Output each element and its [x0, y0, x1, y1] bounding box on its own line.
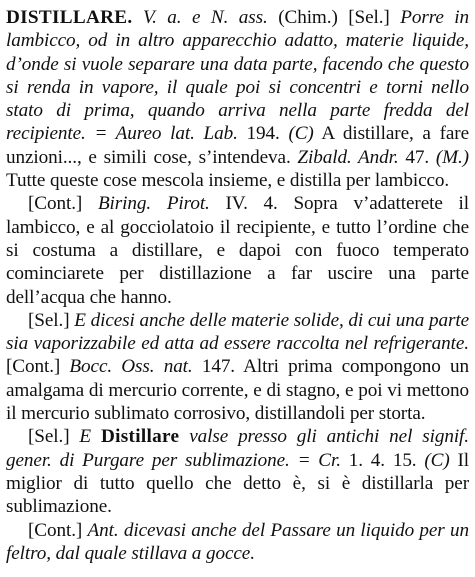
text-segment: (C) — [288, 123, 314, 145]
entry-paragraph-2 — [6, 192, 469, 308]
text-segment: 147. Altri prima compongono un amalgama di mercurio corrente, e di stagno, e poi vi mettono il mercurio sublimato corrosivo, distillandoli per storta. — [6, 356, 470, 425]
text-segment: Distillare — [100, 426, 180, 448]
text-segment: V. a. e N. ass. — [142, 7, 268, 28]
text-segment: Ant. dicevasi anche del Passare un liquido per un feltro, dal quale stillava a gocce. — [6, 519, 469, 564]
text-segment: 1. 4. 15. — [340, 449, 425, 471]
text-segment: (M.) — [435, 146, 469, 168]
text-segment: [Sel.] — [28, 426, 80, 448]
entry-paragraph-1 — [6, 6, 469, 192]
text-segment: [Sel.] — [28, 309, 75, 331]
text-segment — [132, 7, 143, 28]
text-segment: [Cont.] — [6, 356, 70, 378]
text-segment: (C) — [424, 449, 450, 471]
text-segment: Tutte queste cose mescola insieme, e distilla per lambicco. — [6, 170, 450, 192]
text-segment: Porre in lambicco, od in altro apparecchio adatto, materie liquide, d’onde si vuole separare una data parte, facendo che questo si renda in vapore, il quale poi si concentri e torni nello stato di prima, quando arriva nella parte fredda del recipiente. = Aureo lat. Lab. — [6, 7, 469, 145]
text-segment: Biring. Pirot. — [97, 193, 210, 215]
text-segment: Zibald. Andr. — [297, 146, 399, 168]
text-segment: IV. 4. Sopra v’adatterete il lambicco, e al gocciolatoio il recipiente, e tutto l’ordine che si costuma a distillare, e dapoi con fuoco temperato cominciarete per distillazione a far uscire una parte dell’acqua che hanno. — [6, 193, 469, 308]
entry-paragraph-4 — [6, 425, 469, 518]
text-segment: E — [79, 426, 101, 448]
entry-paragraph-5 — [6, 519, 469, 566]
headword: DISTILLARE. — [6, 7, 133, 28]
text-segment: 194. — [237, 123, 289, 145]
text-segment: Bocc. Oss. nat. — [69, 356, 193, 378]
paragraph-1-body — [6, 7, 469, 191]
text-segment: 47. — [398, 146, 436, 168]
text-segment: [Cont.] — [28, 519, 88, 541]
text-segment: A distillare, a fare unzioni..., e simili cose, s’intendeva. — [6, 123, 469, 168]
text-segment: valse presso gli antichi nel signif. gener. di Purgare per sublimazione. = Cr. — [6, 426, 469, 471]
text-segment: (Chim.) [Sel.] — [267, 7, 401, 28]
text-segment: E dicesi anche delle materie solide, di cui una parte sia vaporizzabile ed atta ad essere raccolta nel refrigerante. — [6, 309, 469, 355]
text-segment: Il miglior di tutto quello che detto è, si è distillarla per sublimazione. — [6, 449, 470, 518]
entry-paragraph-3 — [6, 309, 469, 425]
text-segment: [Cont.] — [28, 193, 98, 215]
